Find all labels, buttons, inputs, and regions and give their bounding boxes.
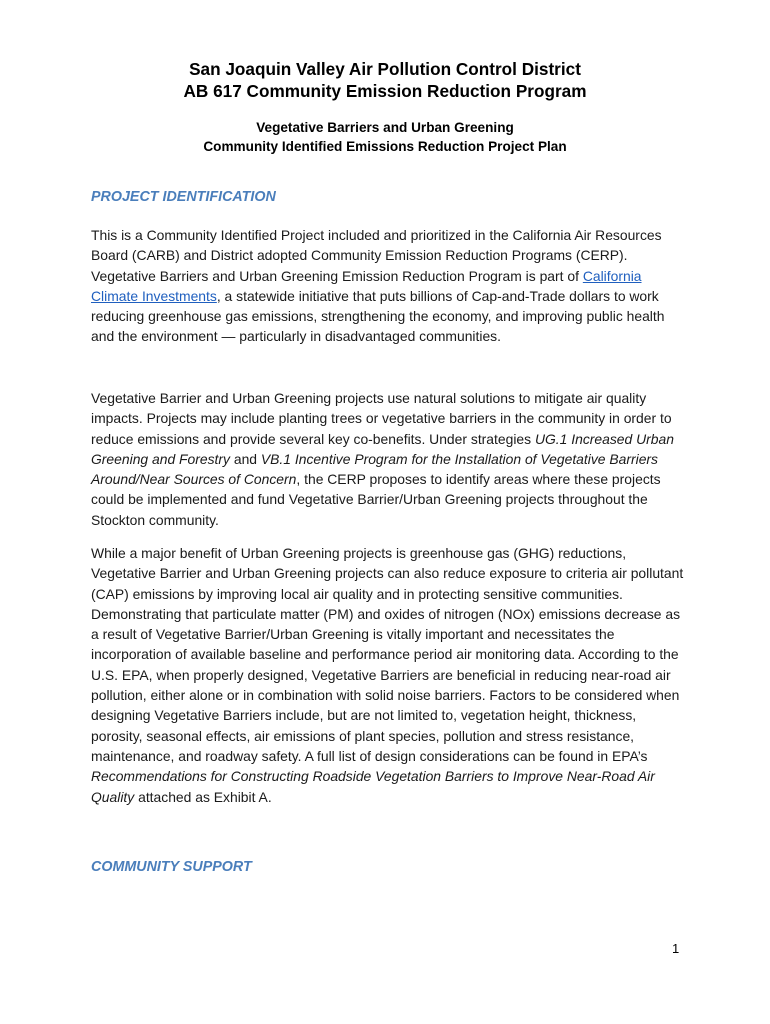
paragraph-text: and: [229, 450, 261, 467]
strategy-ug1: UG.1 Increased Urban Greening and Forestry: [91, 430, 674, 467]
section-heading-project-identification: PROJECT IDENTIFICATION: [91, 189, 276, 205]
page-number: 1: [672, 941, 680, 956]
paragraph-text: Vegetative Barrier and Urban Greening projects use natural solutions to mitigate air quality impacts. Projects may include planting trees or vegetative barriers in the community in order to reduce emissions and provide several key co-benefits. Under strategies: [91, 390, 672, 447]
paragraph-text: , a statewide initiative that puts billions of Cap-and-Trade dollars to work reducing greenhouse gas emissions, strengthening the economy, and improving public health and the environment — particularly in disadvantaged communities.: [91, 287, 665, 345]
epa-recommendations-title: Recommendations for Constructing Roadside Vegetation Barriers to Improve Near-Road Air Quality: [91, 768, 655, 805]
document-title: [0, 58, 770, 102]
document-subtitle: [0, 118, 770, 156]
title-line-2: AB 617 Community Emission Reduction Program: [183, 81, 587, 101]
strategy-vb1: VB.1 Incentive Program for the Installation of Vegetative Barriers Around/Near Sources of Concern: [91, 450, 659, 488]
paragraph-benefits: [91, 543, 691, 807]
paragraph-text: , the CERP proposes to identify areas where these projects could be implemented and fund Vegetative Barrier/Urban Greening projects throughout the Stockton community.: [91, 471, 661, 528]
california-climate-investments-link[interactable]: California Climate Investments: [91, 267, 642, 304]
paragraph-project-intro: [91, 225, 691, 347]
paragraph-text: This is a Community Identified Project included and prioritized in the California Air Resources Board (CARB) and District adopted Community Emission Reduction Programs (CERP). Vegetative Barriers and Urban Greening Emission Reduction Program is part of: [91, 227, 662, 284]
subtitle-line-2: Community Identified Emissions Reduction Project Plan: [203, 139, 567, 154]
subtitle-line-1: Vegetative Barriers and Urban Greening: [256, 120, 514, 135]
paragraph-text: attached as Exhibit A.: [134, 788, 272, 805]
paragraph-text: While a major benefit of Urban Greening projects is greenhouse gas (GHG) reductions, Vegetative Barrier and Urban Greening projects can also reduce exposure to criteria air pollutant (CAP) emissions by improving local air quality and in protecting sensitive communities. Demonstrating that particulate matter (PM) and oxides of nitrogen (NOx) emissions decrease as a result of Vegetative Barrier/Urban Greening is vitally important and necessitates the incorporation of available baseline and performance period air monitoring data. According to the U.S. EPA, when properly designed, Vegetative Barriers are beneficial in reducing near-road air pollution, either alone or in combination with solid noise barriers. Factors to be considered when designing Vegetative Barriers include, but are not limited to, vegetation height, thickness, porosity, seasonal effects, air emissions of plant species, pollution and stress resistance, maintenance, and roadway safety. A full list of design considerations can be found in EPA’s: [91, 545, 684, 764]
title-line-1: San Joaquin Valley Air Pollution Control District: [189, 59, 581, 79]
paragraph-vegetative-barriers: [91, 388, 691, 530]
section-heading-community-support: COMMUNITY SUPPORT: [91, 859, 252, 875]
